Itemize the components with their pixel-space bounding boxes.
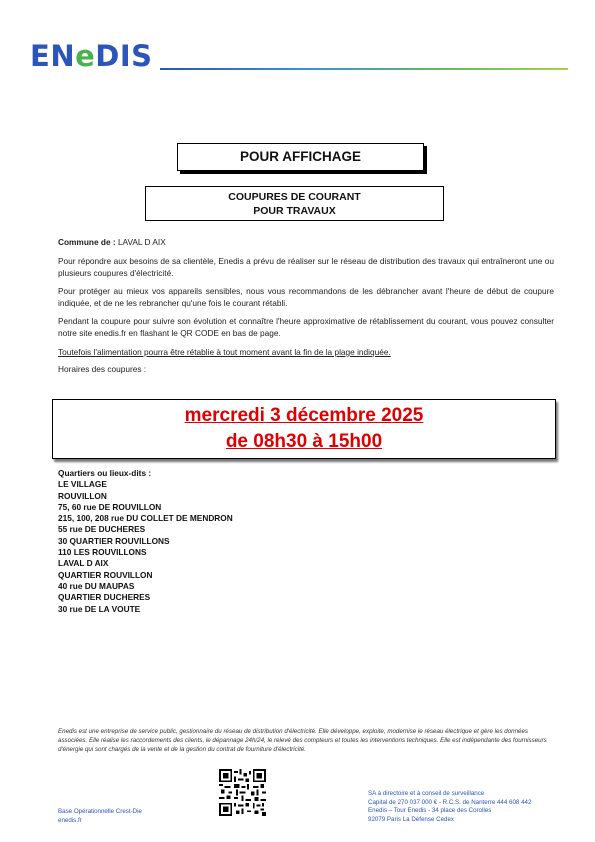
page-title: POUR AFFICHAGE bbox=[177, 143, 424, 171]
footer-note: Enedis est une entreprise de service public, gestionnaire du réseau de distribution d'électricité. Elle développe, exploite, modernise le réseau électrique et gère les données associées. Elle réalise les raccordements des clients, le dépannage 24h/24, le relevé des compteurs et toutes les interventions techniques. Elle est indépendante des fournisseurs d'énergie qui sont chargés de la vente et de la gestion du contrat de fourniture d'électricité. bbox=[58, 728, 547, 753]
place-item: LAVAL D AIX bbox=[58, 558, 109, 569]
logo-letter: N bbox=[50, 39, 76, 73]
outage-date: mercredi 3 décembre 2025 bbox=[184, 405, 424, 426]
footer-legal-line: Capital de 270 037 000 € - R.C.S. de Nanterre 444 608 442 bbox=[368, 798, 532, 806]
paragraph-protect: Pour protéger au mieux vos appareils sensibles, nous vous recommandons de les débrancher avant l'heure de début de coupure indiquée, et de ne les rebrancher qu'une fois le courant rétabli. bbox=[58, 286, 554, 308]
outage-box bbox=[52, 399, 556, 459]
logo-letter: D bbox=[95, 39, 120, 73]
subtitle-line: COUPURES DE COURANT bbox=[228, 191, 361, 203]
enedis-logo bbox=[30, 40, 153, 72]
header-rule bbox=[160, 68, 568, 70]
place-item: LE VILLAGE bbox=[58, 479, 107, 490]
place-item: 40 rue DU MAUPAS bbox=[58, 580, 135, 591]
footer-address-line: 92079 Paris La Défense Cedex bbox=[368, 816, 454, 824]
commune-line bbox=[58, 237, 554, 249]
paragraph-restore: Toutefois l'alimentation pourra être rétablie à tout moment avant la fin de la plage indiquée. bbox=[58, 347, 391, 357]
paragraph-intro: Pour répondre aux besoins de sa clientèle, Enedis a prévu de réaliser sur le réseau de distribution des travaux qui entraîneront une ou plusieurs coupures d'électricité. bbox=[58, 256, 554, 278]
logo-letter: E bbox=[30, 39, 51, 73]
footer-website-link[interactable]: enedis.fr bbox=[58, 816, 82, 824]
subtitle-box bbox=[145, 186, 444, 221]
place-item: QUARTIER ROUVILLON bbox=[58, 569, 153, 580]
place-item: 30 rue DE LA VOUTE bbox=[58, 603, 141, 614]
commune-label: Commune de : bbox=[58, 237, 116, 247]
footer-address-line: Enedis – Tour Enedis - 34 place des Corolles bbox=[368, 807, 492, 815]
place-item: 215, 100, 208 rue DU COLLET DE MENDRON bbox=[58, 513, 233, 524]
hours-label: Horaires des coupures : bbox=[58, 364, 147, 374]
place-item: ROUVILLON bbox=[58, 490, 107, 501]
places-heading: Quartiers ou lieux-dits : bbox=[58, 468, 152, 478]
places-list bbox=[58, 468, 233, 615]
logo-letter: I bbox=[119, 39, 132, 73]
qr-code-icon[interactable] bbox=[219, 769, 266, 816]
logo-letter: S bbox=[131, 39, 153, 73]
place-item: 30 QUARTIER ROUVILLONS bbox=[58, 535, 170, 546]
outage-time: de 08h30 à 15h00 bbox=[225, 431, 383, 452]
place-item: 55 rue DE DUCHERES bbox=[58, 524, 146, 535]
place-item: 75, 60 rue DE ROUVILLON bbox=[58, 501, 162, 512]
paragraph-follow: Pendant la coupure pour suivre son évolution et connaître l'heure approximative de rétablissement du courant, vous pouvez consulter notre site enedis.fr en flashant le QR CODE en bas de page. bbox=[58, 316, 554, 338]
footer-right bbox=[368, 790, 531, 825]
footer-base-name: Base Opérationnelle Crest-Die bbox=[58, 808, 142, 815]
place-item: 110 LES ROUVILLONS bbox=[58, 547, 147, 558]
subtitle-line: POUR TRAVAUX bbox=[253, 205, 336, 217]
commune-value: LAVAL D AIX bbox=[117, 237, 166, 247]
logo-letter: e bbox=[75, 39, 96, 73]
footer-legal-line: SA à directoire et à conseil de surveillance bbox=[368, 790, 485, 797]
place-item: QUARTIER DUCHERES bbox=[58, 592, 151, 603]
footer-left bbox=[58, 808, 142, 825]
